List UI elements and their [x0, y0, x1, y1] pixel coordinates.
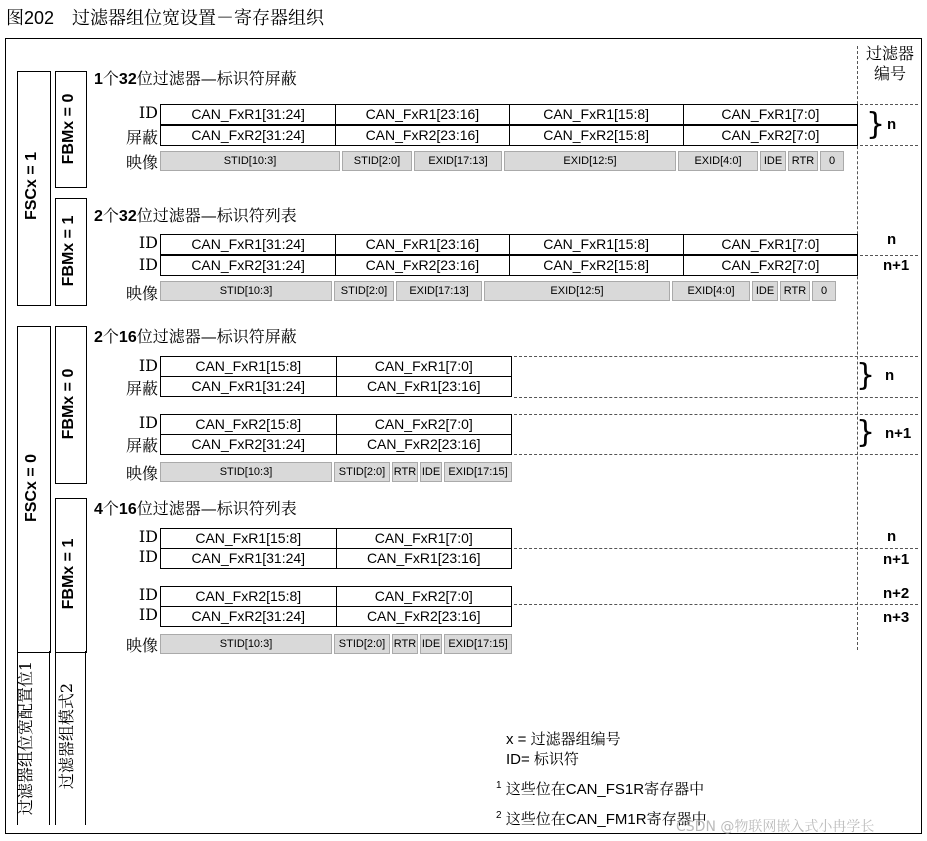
- row-label-mask: 屏蔽: [125, 128, 158, 147]
- filter-number-n1: n+1: [885, 425, 912, 442]
- row-label-mask: 屏蔽: [125, 436, 158, 455]
- reg-cell: CAN_FxR2[15:8]: [161, 415, 337, 434]
- reg-cell: CAN_FxR1[15:8]: [510, 235, 684, 254]
- reg-cell: CAN_FxR1[15:8]: [161, 529, 337, 548]
- register-row-fxr1: [160, 104, 858, 125]
- row-label-id: ID: [138, 413, 158, 432]
- figure-title-text: 过滤器组位宽设置－寄存器组织: [72, 8, 325, 29]
- row-label-id: ID: [138, 356, 158, 375]
- row-label-map: 映像: [125, 284, 158, 303]
- filter-number-n: n: [887, 231, 897, 248]
- row-label-id: ID: [138, 233, 158, 252]
- row-label-id: ID: [138, 527, 158, 546]
- map-cell: RTR: [392, 462, 418, 482]
- reg-cell: CAN_FxR2[31:24]: [161, 607, 337, 626]
- reg-cell: CAN_FxR1[31:24]: [161, 105, 336, 124]
- map-cell: IDE: [760, 151, 786, 171]
- section-title-3: 2个16位过滤器—标识符屏蔽: [94, 327, 297, 346]
- row-label-map: 映像: [125, 464, 158, 483]
- register-row-16: [160, 434, 512, 455]
- map-cell: 0: [812, 281, 836, 301]
- reg-cell: CAN_FxR1[23:16]: [336, 105, 509, 124]
- guide-line: [514, 356, 918, 357]
- section-title-2: 2个32位过滤器—标识符列表: [94, 206, 297, 225]
- guide-line: [860, 255, 918, 256]
- guide-line: [860, 104, 918, 105]
- row-label-map: 映像: [125, 153, 158, 172]
- reg-cell: CAN_FxR1[7:0]: [374, 530, 473, 546]
- row-label-id: ID: [138, 605, 158, 624]
- register-row-fxr2: [160, 125, 858, 146]
- filter-number-n1: n+1: [883, 551, 910, 568]
- map-cell: STID[2:0]: [334, 634, 390, 654]
- reg-cell: CAN_FxR1[23:16]: [336, 235, 509, 254]
- fbmx1-b-label: FBMx = 1: [60, 538, 77, 610]
- map-cell: STID[2:0]: [342, 151, 412, 171]
- brace-icon: }: [856, 415, 876, 450]
- mapping-row-32: [160, 151, 846, 171]
- reg-cell: CAN_FxR1[31:24]: [161, 377, 337, 396]
- header-line2: 编号: [873, 64, 906, 83]
- reg-cell: CAN_FxR2[23:16]: [366, 436, 481, 452]
- reg-cell: CAN_FxR1[23:16]: [366, 550, 481, 566]
- reg-cell: CAN_FxR1[15:8]: [161, 357, 337, 376]
- map-cell: IDE: [420, 462, 442, 482]
- row-label-map: 映像: [125, 636, 158, 655]
- guide-line: [514, 548, 918, 549]
- filter-number-n: n: [887, 528, 897, 545]
- register-row-fxr1: [160, 234, 858, 255]
- legend-x: x = 过滤器组编号: [506, 731, 621, 748]
- filter-number-n2: n+2: [883, 585, 910, 602]
- watermark: CSDN @物联网嵌入式小冉学长: [676, 819, 875, 835]
- reg-cell: CAN_FxR1[31:24]: [161, 235, 336, 254]
- row-label-id: ID: [138, 103, 158, 122]
- map-cell: STID[10:3]: [160, 634, 332, 654]
- figure-number: 图202: [6, 8, 55, 28]
- brace-icon: }: [866, 107, 886, 142]
- legend: [496, 730, 707, 830]
- reg-cell: CAN_FxR2[7:0]: [721, 127, 820, 143]
- figure-title: [6, 4, 324, 30]
- map-cell: EXID[17:13]: [414, 151, 502, 171]
- filter-number-n: n: [885, 367, 895, 384]
- section-title-4: 4个16位过滤器—标识符列表: [94, 499, 297, 518]
- reg-cell: CAN_FxR2[7:0]: [721, 257, 820, 273]
- section-title-1: 1个32位过滤器—标识符屏蔽: [94, 69, 297, 88]
- map-cell: STID[10:3]: [160, 281, 332, 301]
- reg-cell: CAN_FxR1[7:0]: [721, 106, 820, 122]
- map-cell: EXID[4:0]: [672, 281, 750, 301]
- row-label-mask: 屏蔽: [125, 379, 158, 398]
- map-cell: EXID[17:13]: [396, 281, 482, 301]
- fbm-caption-right-line: [85, 651, 86, 825]
- reg-cell: CAN_FxR2[15:8]: [510, 126, 684, 145]
- guide-line: [860, 145, 918, 146]
- fbmx0-a-label: FBMx = 0: [60, 93, 77, 165]
- register-row-fxr2: [160, 255, 858, 276]
- map-cell: IDE: [752, 281, 778, 301]
- brace-icon: }: [856, 358, 876, 393]
- filter-number-n3: n+3: [883, 609, 910, 626]
- reg-cell: CAN_FxR2[15:8]: [161, 587, 337, 606]
- fbmx1-a-label: FBMx = 1: [60, 215, 77, 287]
- register-row-16: [160, 356, 512, 377]
- reg-cell: CAN_FxR1[7:0]: [721, 236, 820, 252]
- reg-cell: CAN_FxR1[7:0]: [374, 358, 473, 374]
- row-label-id: ID: [138, 547, 158, 566]
- map-cell: STID[2:0]: [334, 462, 390, 482]
- reg-cell: CAN_FxR2[7:0]: [374, 588, 473, 604]
- legend-note2: $^2$ 这些位在CAN_FM1R寄存器中: [496, 810, 707, 828]
- reg-cell: CAN_FxR1[15:8]: [510, 105, 684, 124]
- register-row-16: [160, 376, 512, 397]
- fbm-caption-left-line: [55, 651, 56, 825]
- register-row-16: [160, 548, 512, 569]
- register-row-16: [160, 606, 512, 627]
- mapping-row-32: [160, 281, 838, 301]
- reg-cell: CAN_FxR2[31:24]: [161, 126, 336, 145]
- reg-cell: CAN_FxR2[15:8]: [510, 256, 684, 275]
- guide-line: [514, 454, 918, 455]
- guide-line: [514, 397, 918, 398]
- legend-id: ID= 标识符: [506, 751, 579, 768]
- map-cell: IDE: [420, 634, 442, 654]
- header-line1: 过滤器: [865, 44, 914, 63]
- mapping-row-16: [160, 462, 514, 482]
- fsc-caption-right-line: [49, 651, 50, 825]
- filter-number-n: n: [887, 116, 897, 133]
- reg-cell: CAN_FxR2[23:16]: [336, 256, 509, 275]
- fsc-caption: 过滤器组位宽配置位1: [16, 660, 35, 816]
- reg-cell: CAN_FxR2[31:24]: [161, 435, 337, 454]
- reg-cell: CAN_FxR1[31:24]: [161, 549, 337, 568]
- map-cell: EXID[4:0]: [678, 151, 758, 171]
- filter-number-n1: n+1: [883, 257, 910, 274]
- legend-note1: $^1$ 这些位在CAN_FS1R寄存器中: [496, 780, 705, 798]
- row-label-id: ID: [138, 255, 158, 274]
- map-cell: STID[10:3]: [160, 151, 340, 171]
- filter-number-header: [859, 44, 921, 84]
- reg-cell: CAN_FxR2[23:16]: [336, 126, 509, 145]
- map-cell: RTR: [392, 634, 418, 654]
- register-row-16: [160, 414, 512, 435]
- reg-cell: CAN_FxR2[31:24]: [161, 256, 336, 275]
- guide-line: [514, 604, 918, 605]
- map-cell: EXID[17:15]: [444, 462, 512, 482]
- map-cell: STID[2:0]: [334, 281, 394, 301]
- reg-cell: CAN_FxR1[23:16]: [366, 378, 481, 394]
- reg-cell: CAN_FxR2[7:0]: [374, 416, 473, 432]
- mapping-row-16: [160, 634, 514, 654]
- register-row-16: [160, 528, 512, 549]
- fbm-caption: 过滤器组模式2: [57, 682, 76, 790]
- map-cell: 0: [820, 151, 844, 171]
- fbmx0-b-label: FBMx = 0: [60, 368, 77, 440]
- register-row-16: [160, 586, 512, 607]
- map-cell: EXID[17:15]: [444, 634, 512, 654]
- row-label-id: ID: [138, 585, 158, 604]
- map-cell: RTR: [788, 151, 818, 171]
- map-cell: EXID[12:5]: [484, 281, 670, 301]
- reg-cell: CAN_FxR2[23:16]: [366, 608, 481, 624]
- fscx0-label: FSCx = 0: [23, 453, 40, 523]
- map-cell: RTR: [780, 281, 810, 301]
- map-cell: EXID[12:5]: [504, 151, 676, 171]
- map-cell: STID[10:3]: [160, 462, 332, 482]
- fscx1-label: FSCx = 1: [23, 151, 40, 221]
